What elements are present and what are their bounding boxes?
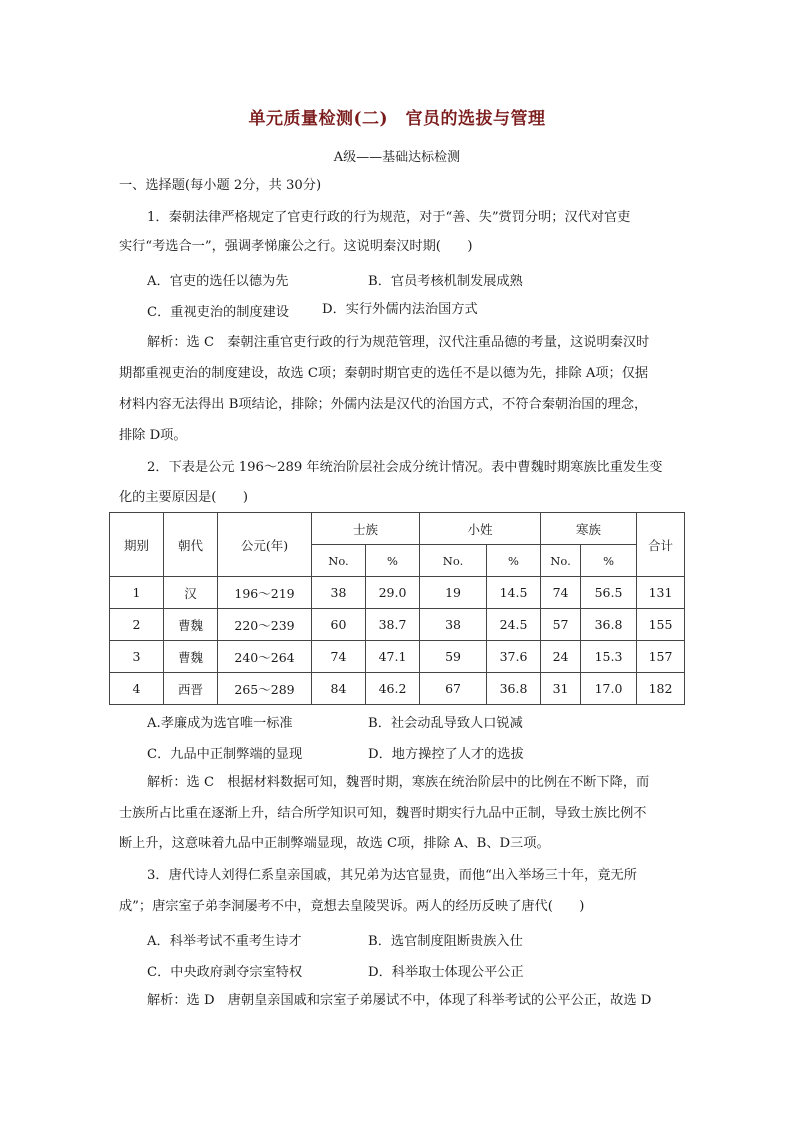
header-hanzu: 寒族 bbox=[541, 513, 637, 545]
table-cell: 74 bbox=[541, 577, 581, 609]
header-dynasty: 朝代 bbox=[164, 513, 218, 577]
table-cell: 15.3 bbox=[581, 641, 637, 673]
table-cell: 西晋 bbox=[164, 673, 218, 705]
table-cell: 2 bbox=[110, 609, 164, 641]
subheader-pct: % bbox=[581, 545, 637, 577]
table-cell: 曹魏 bbox=[164, 609, 218, 641]
table-cell: 汉 bbox=[164, 577, 218, 609]
subheader-no: No. bbox=[420, 545, 487, 577]
q1-analysis-line-4: 排除 D项。 bbox=[119, 428, 187, 443]
subheader-no: No. bbox=[312, 545, 366, 577]
table-cell: 60 bbox=[312, 609, 366, 641]
header-year: 公元(年) bbox=[218, 513, 312, 577]
table-cell: 84 bbox=[312, 673, 366, 705]
q2-option-d: D．地方操控了人才的选拔 bbox=[368, 747, 524, 762]
table-cell: 38.7 bbox=[366, 609, 420, 641]
q2-stem-line-2: 化的主要原因是( ) bbox=[119, 490, 248, 505]
table-cell: 59 bbox=[420, 641, 487, 673]
subheader-pct: % bbox=[487, 545, 541, 577]
q3-option-d: D．科举取士体现公平公正 bbox=[368, 965, 524, 980]
q1-option-c: C．重视吏治的制度建设 bbox=[147, 305, 289, 320]
q1-option-d: D．实行外儒内法治国方式 bbox=[322, 302, 478, 317]
table-cell: 17.0 bbox=[581, 673, 637, 705]
table-cell: 220～239 bbox=[218, 609, 312, 641]
table-cell: 24 bbox=[541, 641, 581, 673]
q2-analysis-line-2: 士族所占比重在逐渐上升，结合所学知识可知，魏晋时期实行九品中正制，导致士族比例不 bbox=[119, 806, 647, 821]
statistics-table bbox=[109, 512, 685, 705]
table-cell: 74 bbox=[312, 641, 366, 673]
table-cell: 56.5 bbox=[581, 577, 637, 609]
q1-option-a: A．官吏的选任以德为先 bbox=[147, 274, 289, 289]
q2-stem-line-1: 2．下表是公元 196～289 年统治阶层社会成分统计情况。表中曹魏时期寒族比重发生变 bbox=[147, 460, 663, 475]
table-cell: 19 bbox=[420, 577, 487, 609]
header-period: 期别 bbox=[110, 513, 164, 577]
q3-stem-line-1: 3．唐代诗人刘得仁系皇亲国戚，其兄弟为达官显贵，而他“出入举场三十年，竟无所 bbox=[147, 868, 637, 883]
table-cell: 36.8 bbox=[487, 673, 541, 705]
table-cell: 182 bbox=[637, 673, 685, 705]
table-cell: 14.5 bbox=[487, 577, 541, 609]
q1-analysis-line-1: 解析：选 C 秦朝注重官吏行政的行为规范管理，汉代注重品德的考量，这说明秦汉时 bbox=[147, 335, 650, 350]
page-subtitle: A级——基础达标检测 bbox=[333, 150, 461, 165]
table-row bbox=[110, 577, 685, 609]
header-total: 合计 bbox=[637, 513, 685, 577]
table-cell: 36.8 bbox=[581, 609, 637, 641]
table-row bbox=[110, 641, 685, 673]
q3-option-c: C．中央政府剥夺宗室特权 bbox=[147, 965, 303, 980]
q3-analysis-line-1: 解析：选 D 唐朝皇亲国戚和宗室子弟屡试不中，体现了科举考试的公平公正，故选 D bbox=[147, 993, 652, 1008]
q2-analysis-line-1: 解析：选 C 根据材料数据可知，魏晋时期，寒族在统治阶层中的比例在不断下降，而 bbox=[147, 775, 650, 790]
q1-stem-line-2: 实行“考选合一”，强调孝悌廉公之行。这说明秦汉时期( ) bbox=[119, 239, 473, 254]
q3-option-a: A．科举考试不重考生诗才 bbox=[147, 934, 302, 949]
page-title: 单元质量检测(二) 官员的选拔与管理 bbox=[248, 109, 546, 129]
table-cell: 38 bbox=[312, 577, 366, 609]
table-cell: 1 bbox=[110, 577, 164, 609]
table-cell: 4 bbox=[110, 673, 164, 705]
table-cell: 3 bbox=[110, 641, 164, 673]
table-cell: 155 bbox=[637, 609, 685, 641]
table-cell: 57 bbox=[541, 609, 581, 641]
table-cell: 47.1 bbox=[366, 641, 420, 673]
q2-option-c: C．九品中正制弊端的显现 bbox=[147, 747, 303, 762]
q1-option-b: B．官员考核机制发展成熟 bbox=[368, 274, 523, 289]
q2-option-b: B．社会动乱导致人口锐减 bbox=[368, 716, 523, 731]
header-xiaoxing: 小姓 bbox=[420, 513, 541, 545]
q2-analysis-line-3: 断上升，这意味着九品中正制弊端显现，故选 C项，排除 A、B、D三项。 bbox=[119, 836, 550, 851]
q1-stem-line-1: 1．秦朝法律严格规定了官吏行政的行为规范，对于“善、失”赏罚分明；汉代对官吏 bbox=[147, 210, 631, 225]
table-cell: 131 bbox=[637, 577, 685, 609]
table-row bbox=[110, 609, 685, 641]
q2-option-a: A.孝廉成为选官唯一标准 bbox=[147, 716, 293, 731]
table-cell: 37.6 bbox=[487, 641, 541, 673]
table-cell: 29.0 bbox=[366, 577, 420, 609]
q1-analysis-line-2: 期都重视吏治的制度建设，故选 C项；秦朝时期官吏的选任不是以德为先，排除 A项；仅据 bbox=[119, 366, 649, 381]
table-cell: 曹魏 bbox=[164, 641, 218, 673]
subheader-pct: % bbox=[366, 545, 420, 577]
q3-option-b: B．选官制度阻断贵族入仕 bbox=[368, 934, 523, 949]
table-cell: 67 bbox=[420, 673, 487, 705]
table-cell: 265～289 bbox=[218, 673, 312, 705]
table-cell: 24.5 bbox=[487, 609, 541, 641]
q1-analysis-line-3: 材料内容无法得出 B项结论，排除；外儒内法是汉代的治国方式，不符合秦朝治国的理念， bbox=[119, 397, 648, 412]
table-cell: 157 bbox=[637, 641, 685, 673]
section-heading: 一、选择题(每小题 2分，共 30分) bbox=[119, 178, 322, 193]
subheader-no: No. bbox=[541, 545, 581, 577]
table-cell: 38 bbox=[420, 609, 487, 641]
table-cell: 196～219 bbox=[218, 577, 312, 609]
header-shizu: 士族 bbox=[312, 513, 420, 545]
table-cell: 46.2 bbox=[366, 673, 420, 705]
table-cell: 240～264 bbox=[218, 641, 312, 673]
table-row bbox=[110, 673, 685, 705]
q3-stem-line-2: 成”；唐宗室子弟李洞屡考不中，竟想去皇陵哭诉。两人的经历反映了唐代( ) bbox=[119, 899, 585, 914]
table-cell: 31 bbox=[541, 673, 581, 705]
